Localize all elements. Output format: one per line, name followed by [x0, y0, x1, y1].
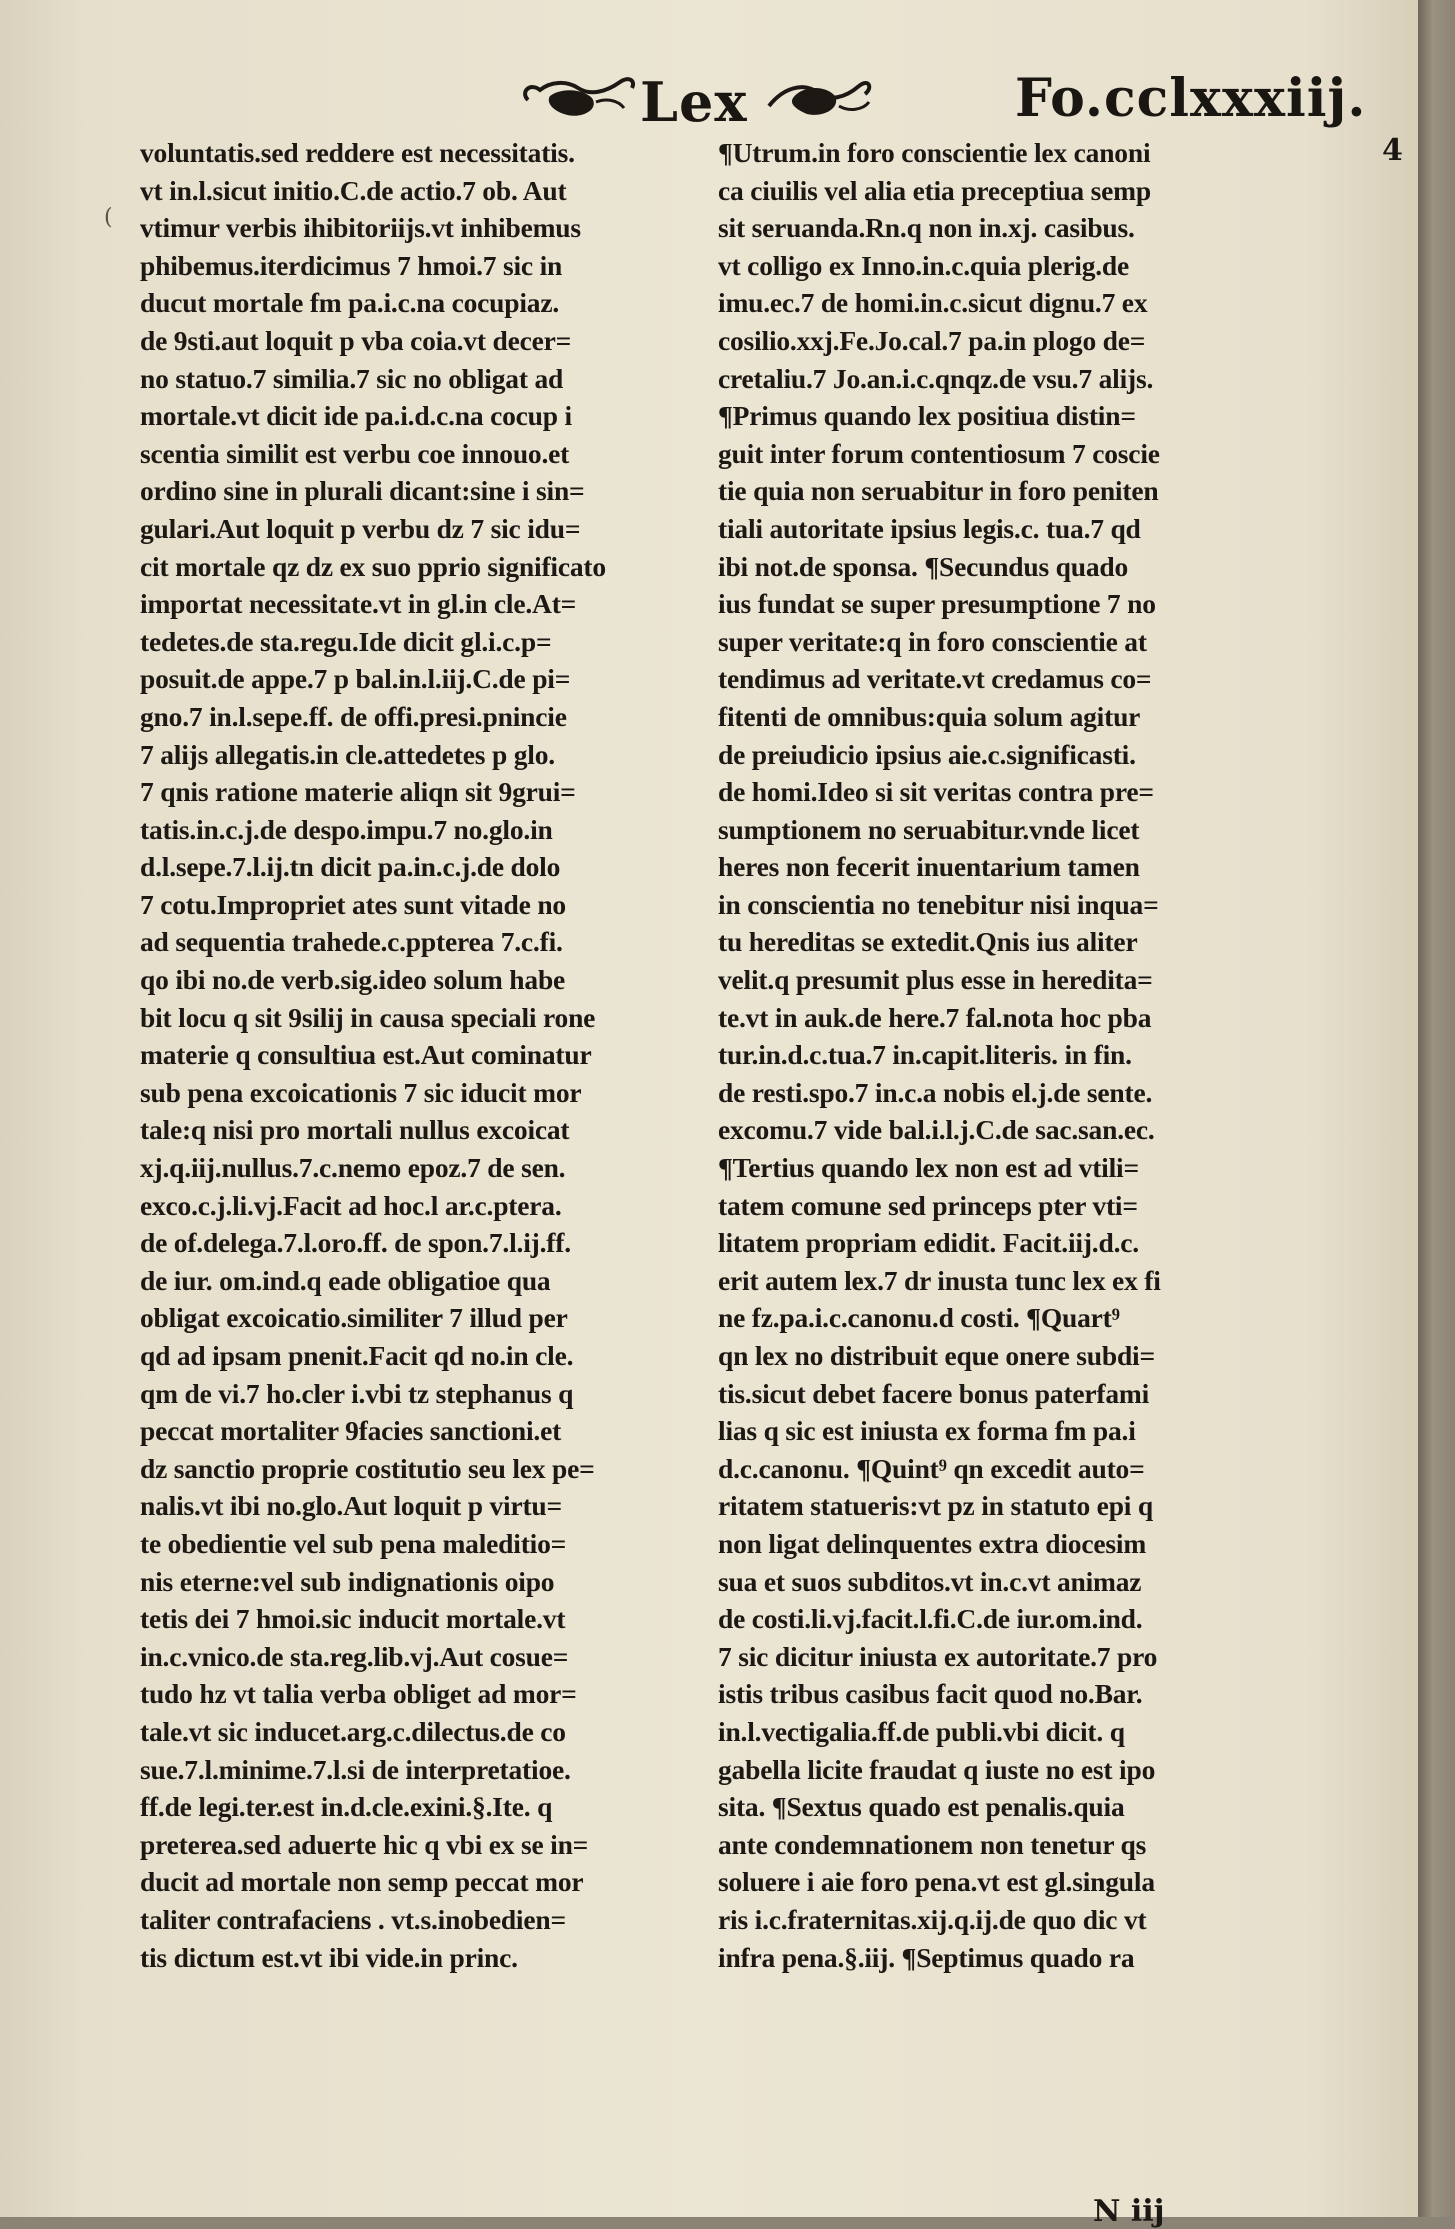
text-line: vtimur verbis ihibitoriijs.vt inhibemus: [140, 212, 581, 244]
text-line: qo ibi no.de verb.sig.ideo solum habe: [140, 964, 566, 996]
text-line: in.l.vectigalia.ff.de publi.vbi dicit. q: [718, 1715, 1125, 1747]
text-line: gno.7 in.l.sepe.ff. de offi.presi.pnincie: [140, 700, 567, 732]
text-line: ¶Utrum.in foro conscientie lex canoni: [718, 137, 1151, 168]
text-line: tendimus ad veritate.vt credamus co=: [718, 663, 1152, 695]
text-line: bit locu q sit 9silij in causa speciali rone: [140, 1001, 596, 1033]
text-line: super veritate:q in foro conscientie at: [718, 625, 1147, 657]
text-line: cit mortale qz dz ex suo pprio significato: [140, 550, 606, 582]
text-line: tale:q nisi pro mortali nullus excoicat: [140, 1114, 570, 1146]
text-line: tatem comune sed princeps pter vti=: [718, 1189, 1138, 1221]
text-line: erit autem lex.7 dr inusta tunc lex ex fi: [718, 1264, 1161, 1296]
text-line: ne fz.pa.i.c.canonu.d costi. ¶Quart⁹: [718, 1302, 1120, 1334]
text-line: de of.delega.7.l.oro.ff. de spon.7.l.ij.ff.: [140, 1227, 571, 1259]
text-line: ibi not.de sponsa. ¶Secundus quado: [718, 550, 1129, 582]
text-line: 7 sic dicitur iniusta ex autoritate.7 pro: [718, 1640, 1158, 1672]
text-line: d.l.sepe.7.l.ij.tn dicit pa.in.c.j.de dolo: [140, 851, 561, 883]
text-line: ad sequentia trahede.c.ppterea 7.c.fi.: [140, 926, 563, 958]
text-line: ¶Tertius quando lex non est ad vtili=: [718, 1152, 1139, 1184]
text-line: velit.q presumit plus esse in heredita=: [718, 964, 1153, 996]
text-line: sumptionem no seruabitur.vnde licet: [718, 813, 1140, 845]
text-line: de 9sti.aut loquit p vba coia.vt decer=: [140, 324, 572, 356]
text-line: peccat mortaliter 9facies sanctioni.et: [140, 1415, 562, 1447]
text-line: ¶Primus quando lex positiua distin=: [718, 400, 1136, 432]
text-line: taliter contrafaciens . vt.s.inobedien=: [140, 1903, 566, 1935]
text-line: ducut mortale fm pa.i.c.na cocupiaz.: [140, 287, 560, 319]
text-line: istis tribus casibus facit quod no.Bar.: [718, 1678, 1143, 1710]
text-line: mortale.vt dicit ide pa.i.d.c.na cocup i: [140, 400, 572, 432]
text-line: tiali autoritate ipsius legis.c. tua.7 qd: [718, 512, 1141, 544]
text-line: ca ciuilis vel alia etia preceptiua semp: [718, 174, 1151, 206]
text-line: ordino sine in plurali dicant:sine i sin=: [140, 475, 585, 507]
text-line: te obedientie vel sub pena maleditio=: [140, 1527, 567, 1559]
text-line: cosilio.xxj.Fe.Jo.cal.7 pa.in plogo de=: [718, 324, 1146, 356]
signature-mark: N iij: [1093, 2194, 1165, 2229]
text-line: de resti.spo.7 in.c.a nobis el.j.de sente.: [718, 1076, 1153, 1108]
text-line: guit inter forum contentiosum 7 coscie: [718, 437, 1160, 469]
text-line: voluntatis.sed reddere est necessitatis.: [140, 137, 575, 168]
text-line: tu hereditas se extedit.Qnis ius aliter: [718, 926, 1138, 958]
text-line: tudo hz vt talia verba obliget ad mor=: [140, 1678, 577, 1710]
text-line: importat necessitate.vt in gl.in cle.At=: [140, 588, 577, 620]
folio-number: Fo.cclxxxiij.: [1015, 68, 1367, 129]
text-line: in conscientia no tenebitur nisi inqua=: [718, 888, 1159, 920]
text-line: no statuo.7 similia.7 sic no obligat ad: [140, 362, 564, 394]
text-line: tur.in.d.c.tua.7 in.capit.literis. in fin.: [718, 1039, 1132, 1071]
text-line: cretaliu.7 Jo.an.i.c.qnqz.de vsu.7 alijs.: [718, 362, 1154, 394]
text-line: infra pena.§.iij. ¶Septimus quado ra: [718, 1941, 1135, 1973]
text-line: qm de vi.7 ho.cler i.vbi tz stephanus q: [140, 1377, 574, 1409]
left-flourish-ornament: [520, 62, 640, 132]
text-line: sue.7.l.minime.7.l.si de interpretatioe.: [140, 1753, 571, 1785]
text-line: gabella licite fraudat q iuste no est ipo: [718, 1753, 1156, 1785]
text-line: tale.vt sic inducet.arg.c.dilectus.de co: [140, 1715, 566, 1747]
left-text-column: [140, 134, 700, 1976]
text-line: vt colligo ex Inno.in.c.quia plerig.de: [718, 249, 1130, 281]
text-line: de preiudicio ipsius aie.c.significasti.: [718, 738, 1136, 770]
text-line: sit seruanda.Rn.q non in.xj. casibus.: [718, 212, 1135, 244]
text-line: ritatem statueris:vt pz in statuto epi q: [718, 1490, 1153, 1522]
text-line: qd ad ipsam pnenit.Facit qd no.in cle.: [140, 1340, 574, 1371]
text-line: excomu.7 vide bal.i.l.j.C.de sac.san.ec.: [718, 1114, 1155, 1146]
text-line: tis dictum est.vt ibi vide.in princ.: [140, 1941, 518, 1973]
text-line: litatem propriam edidit. Facit.iij.d.c.: [718, 1227, 1139, 1259]
text-line: qn lex no distribuit eque onere subdi=: [718, 1340, 1155, 1371]
text-line: vt in.l.sicut initio.C.de actio.7 ob. Aut: [140, 174, 567, 206]
text-line: tie quia non seruabitur in foro peniten: [718, 475, 1159, 507]
text-line: ducit ad mortale non semp peccat mor: [140, 1866, 584, 1898]
text-line: nis eterne:vel sub indignationis oipo: [140, 1565, 555, 1597]
text-line: soluere i aie foro pena.vt est gl.singula: [718, 1866, 1155, 1898]
text-line: heres non fecerit inuentarium tamen: [718, 851, 1140, 883]
text-line: tedetes.de sta.regu.Ide dicit gl.i.c.p=: [140, 625, 552, 657]
text-line: posuit.de appe.7 p bal.in.l.iij.C.de pi=: [140, 663, 571, 695]
text-line: preterea.sed aduerte hic q vbi ex se in=: [140, 1828, 589, 1860]
text-line: de iur. om.ind.q eade obligatioe qua: [140, 1264, 551, 1296]
text-line: obligat excoicatio.similiter 7 illud per: [140, 1302, 568, 1334]
text-line: imu.ec.7 de homi.in.c.sicut dignu.7 ex: [718, 287, 1148, 319]
text-line: de costi.li.vj.facit.l.fi.C.de iur.om.ind.: [718, 1603, 1143, 1635]
page-edge: [1418, 0, 1455, 2217]
text-line: ff.de legi.ter.est in.d.cle.exini.§.Ite. q: [140, 1791, 553, 1823]
text-line: dz sanctio proprie costitutio seu lex pe=: [140, 1452, 595, 1484]
text-line: ris i.c.fraternitas.xij.q.ij.de quo dic vt: [718, 1903, 1147, 1935]
text-line: nalis.vt ibi no.glo.Aut loquit p virtu=: [140, 1490, 562, 1522]
text-line: ius fundat se super presumptione 7 no: [718, 588, 1156, 620]
text-line: tis.sicut debet facere bonus paterfami: [718, 1377, 1150, 1409]
text-line: scentia similit est verbu coe innouo.et: [140, 437, 570, 469]
text-line: phibemus.iterdicimus 7 hmoi.7 sic in: [140, 249, 563, 281]
text-line: gulari.Aut loquit p verbu dz 7 sic idu=: [140, 512, 581, 544]
text-line: sita. ¶Sextus quado est penalis.quia: [718, 1791, 1125, 1823]
text-line: ante condemnationem non tenetur qs: [718, 1828, 1147, 1860]
text-line: sua et suos subditos.vt in.c.vt animaz: [718, 1565, 1142, 1597]
running-title: Lex: [640, 70, 748, 134]
right-flourish-ornament: [765, 62, 875, 132]
text-line: non ligat delinquentes extra diocesim: [718, 1527, 1147, 1559]
text-line: sub pena excoicationis 7 sic iducit mor: [140, 1076, 582, 1108]
text-line: te.vt in auk.de here.7 fal.nota hoc pba: [718, 1001, 1152, 1033]
text-line: de homi.Ideo si sit veritas contra pre=: [718, 776, 1154, 808]
text-line: d.c.canonu. ¶Quint⁹ qn excedit auto=: [718, 1452, 1145, 1484]
margin-mark: (: [104, 205, 113, 230]
right-text-column: [718, 134, 1278, 1976]
text-line: 7 cotu.Impropriet ates sunt vitade no: [140, 888, 566, 920]
text-line: fitenti de omnibus:quia solum agitur: [718, 700, 1141, 732]
text-line: 7 alijs allegatis.in cle.attedetes p glo.: [140, 738, 555, 770]
page-number: 4: [1382, 133, 1403, 168]
text-line: exco.c.j.li.vj.Facit ad hoc.l ar.c.ptera.: [140, 1189, 562, 1221]
text-line: tatis.in.c.j.de despo.impu.7 no.glo.in: [140, 813, 553, 845]
text-line: xj.q.iij.nullus.7.c.nemo epoz.7 de sen.: [140, 1152, 566, 1184]
text-line: in.c.vnico.de sta.reg.lib.vj.Aut cosue=: [140, 1640, 569, 1672]
text-line: materie q consultiua est.Aut cominatur: [140, 1039, 592, 1071]
text-line: 7 qnis ratione materie aliqn sit 9grui=: [140, 776, 576, 808]
text-line: lias q sic est iniusta ex forma fm pa.i: [718, 1415, 1136, 1447]
text-line: tetis dei 7 hmoi.sic inducit mortale.vt: [140, 1603, 566, 1635]
